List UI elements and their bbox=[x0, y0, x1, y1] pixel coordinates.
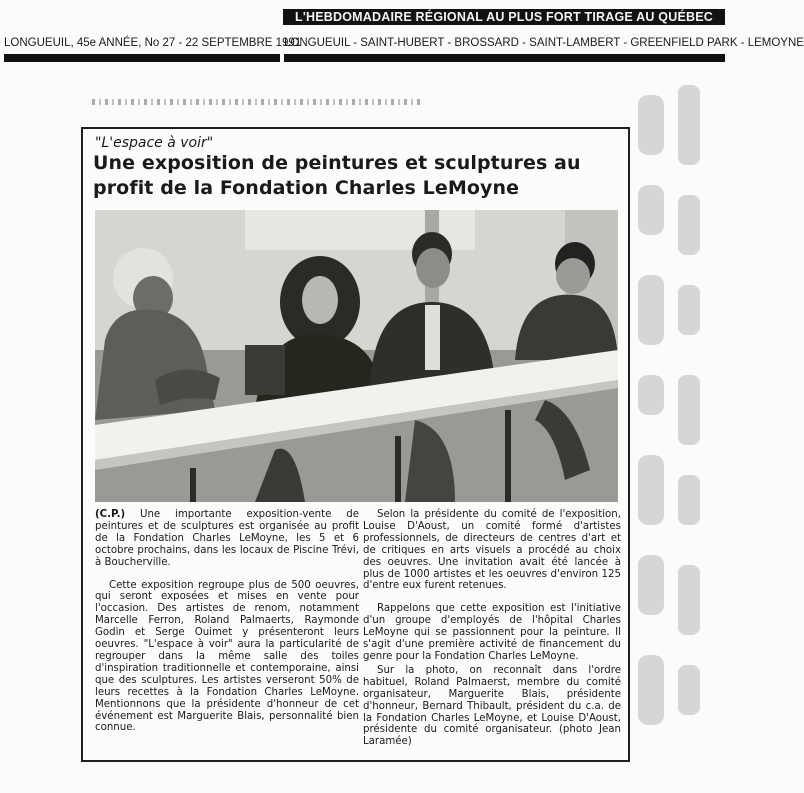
masthead-tagline: L'HEBDOMADAIRE RÉGIONAL AU PLUS FORT TIRAGE AU QUÉBEC bbox=[295, 10, 713, 24]
towns-line: LONGUEUIL - SAINT-HUBERT - BROSSARD - SAINT-LAMBERT - GREENFIELD PARK - LEMOYNE bbox=[284, 37, 804, 49]
article-column-right bbox=[363, 509, 621, 748]
news-article bbox=[81, 127, 630, 762]
paragraph: Selon la présidente du comité de l'exposition, Louise D'Aoust, un comité formé d'artistes professionnels, de directeurs de centres d'art et de critiques en arts visuels a procédé au choix des oeuvres. Une invitation avait été lancée à plus de 1000 artistes et les oeuvres d'environ 125 d'entre eux furent retenues. bbox=[363, 509, 621, 592]
article-headline bbox=[93, 151, 613, 201]
article-photo bbox=[95, 210, 618, 502]
issue-rule bbox=[4, 54, 280, 62]
photo-illustration bbox=[95, 210, 618, 502]
paragraph: Cette exposition regroupe plus de 500 oeuvres, qui seront exposées et mises en vente pour l'occasion. Des artistes de renom, notamment Marcelle Ferron, Roland Palmaerts, Raymonde Godin et Serge Ouimet y présenteront leurs oeuvres. "L'espace à voir" aura la particularité de regrouper dans la même salle des toiles d'inspiration traditionnelle et contemporaine, ainsi que des sculptures. Les artistes verseront 50% de leurs recettes à la Fondation Charles LeMoyne. Mentionnons que la présidente d'honneur de cet événement est Marguerite Blais, personnalité bien connue. bbox=[95, 579, 359, 734]
towns-info bbox=[284, 36, 804, 62]
headline-line-2: profit de la Fondation Charles LeMoyne bbox=[93, 177, 520, 199]
issue-line: LONGUEUIL, 45e ANNÉE, No 27 - 22 SEPTEMBRE 1991 bbox=[4, 37, 302, 49]
article-kicker: "L'espace à voir" bbox=[95, 135, 214, 151]
issue-info bbox=[4, 36, 302, 62]
byline: (C.P.) bbox=[95, 509, 126, 520]
paragraph-text: Une importante exposition-vente de peintures et de sculptures est organisée au profit de la Fondation Charles LeMoyne, les 5 et 6 octobre prochains, dans les locaux de Piscine Trévi, à Boucherville. bbox=[95, 509, 359, 568]
paragraph bbox=[95, 509, 359, 569]
paragraph: Rappelons que cette exposition est l'initiative d'un groupe d'employés de l'hôpital Charles LeMoyne qui se passionnent pour la peinture. Il s'agit d'une première activité de financement du genre pour la Fondation Charles LeMoyne. bbox=[363, 603, 621, 662]
paragraph: Sur la photo, on reconnaît dans l'ordre habituel, Roland Palmaerst, membre du comité organisateur, Marguerite Blais, présidente d'honneur, Bernard Thibault, président du c.a. de la Fondation Charles LeMoyne, et Louise D'Aoust, présidente du comité organisateur. (photo Jean Laramée) bbox=[363, 664, 621, 748]
masthead-tagline-bar bbox=[283, 9, 725, 25]
decorative-border-strip bbox=[92, 99, 424, 105]
towns-rule bbox=[284, 54, 725, 62]
headline-line-1: Une exposition de peintures et sculptures au bbox=[93, 152, 581, 174]
article-column-left bbox=[95, 509, 359, 734]
